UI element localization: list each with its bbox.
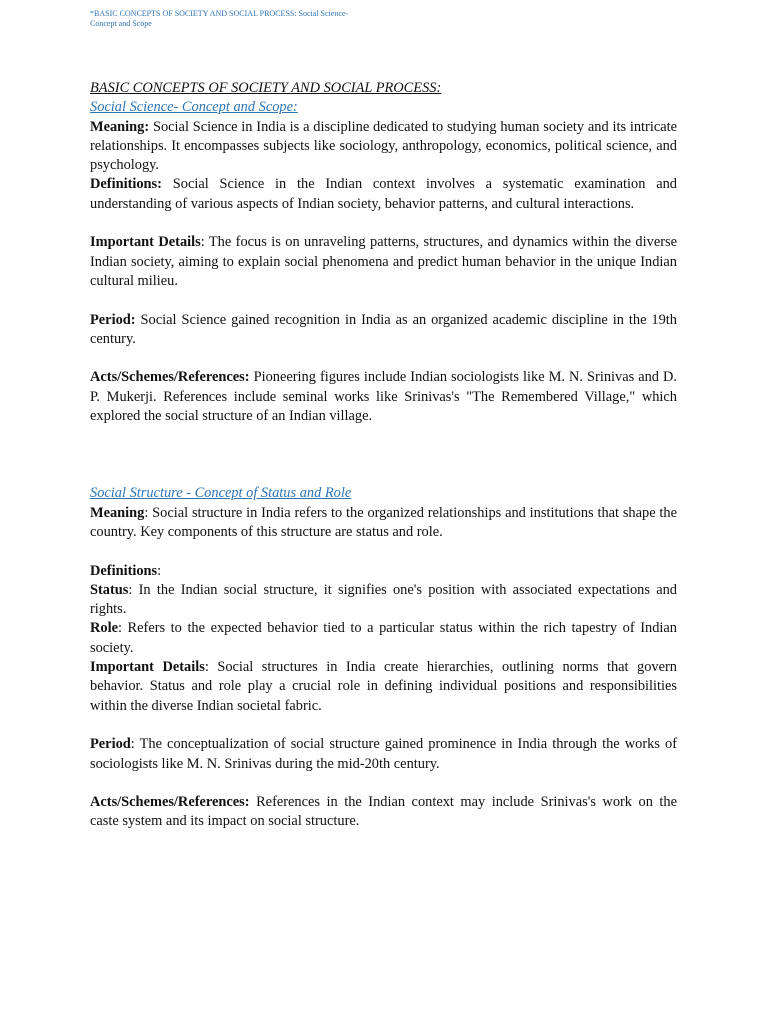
- important-details-paragraph: [90, 233, 677, 291]
- acts-references-paragraph: [90, 368, 677, 426]
- acts-references-paragraph: [90, 793, 677, 832]
- definitions-colon: :: [157, 562, 162, 579]
- meaning-text: Social Science in India is a discipline dedicated to studying human society and its intricate relationships. It encompasses subjects like sociology, anthropology, economics, political science, and psychology.: [90, 118, 677, 174]
- section-heading-social-science: Social Science- Concept and Scope:: [90, 99, 298, 116]
- running-header: *BASIC CONCEPTS OF SOCIETY AND SOCIAL PROCESS: Social Science- Concept and Scope: [90, 9, 349, 28]
- acts-references-label: Acts/Schemes/References:: [90, 369, 250, 386]
- period-text: Social Science gained recognition in India as an organized academic discipline in the 19th century.: [90, 311, 677, 347]
- section-heading-social-structure: Social Structure - Concept of Status and Role: [90, 485, 352, 502]
- important-details-text: : Social structures in India create hierarchies, outlining norms that govern behavior. Status and role play a crucial role in defining individual positions and responsibilities within the diverse Indian societal fabric.: [90, 659, 678, 714]
- definitions-heading: [90, 562, 677, 581]
- important-details-text: : The focus is on unraveling patterns, structures, and dynamics within the diverse Indian society, aiming to explain social phenomena and predict human behavior in the unique Indian cultural milieu.: [90, 234, 677, 289]
- period-text: : The conceptualization of social structure gained prominence in India through the works of sociologists like M. N. Srinivas during the mid-20th century.: [90, 736, 677, 772]
- definitions-paragraph: [90, 175, 677, 214]
- meaning-text: : Social structure in India refers to the organized relationships and institutions that shape the country. Key components of this structure are status and role.: [90, 504, 677, 540]
- definitions-label: Definitions:: [90, 176, 162, 193]
- meaning-paragraph: [90, 504, 677, 543]
- period-paragraph: [90, 311, 677, 350]
- period-label: Period:: [90, 311, 136, 328]
- period-paragraph: [90, 735, 677, 774]
- important-details-label: Important Details: [90, 659, 205, 676]
- status-paragraph: [90, 581, 677, 620]
- important-details-label: Important Details: [90, 234, 201, 251]
- acts-references-text: References in the Indian context may include Srinivas's work on the caste system and its impact on social structure.: [90, 794, 677, 830]
- meaning-label: Meaning: [90, 504, 145, 521]
- meaning-label: Meaning:: [90, 118, 150, 135]
- role-paragraph: [90, 619, 677, 658]
- role-text: : Refers to the expected behavior tied to a particular status within the rich tapestry of Indian society.: [90, 620, 677, 656]
- definitions-text: Social Science in the Indian context involves a systematic examination and understanding of various aspects of Indian society, behavior patterns, and cultural interactions.: [90, 176, 677, 212]
- important-details-paragraph: [90, 658, 677, 716]
- period-label: Period: [90, 736, 131, 753]
- meaning-paragraph: [90, 118, 677, 176]
- acts-references-label: Acts/Schemes/References:: [90, 794, 250, 811]
- status-text: : In the Indian social structure, it signifies one's position with associated expectations and rights.: [90, 581, 677, 618]
- status-label: Status: [90, 581, 129, 598]
- document-body: [90, 79, 677, 832]
- document-title: BASIC CONCEPTS OF SOCIETY AND SOCIAL PROCESS:: [90, 80, 442, 96]
- acts-references-text: Pioneering figures include Indian sociologists like M. N. Srinivas and D. P. Mukerji. References include seminal works like Srinivas's "The Remembered Village," which explored the social structure of an Indian village.: [90, 369, 677, 425]
- definitions-label: Definitions: [90, 562, 158, 579]
- role-label: Role: [90, 620, 118, 637]
